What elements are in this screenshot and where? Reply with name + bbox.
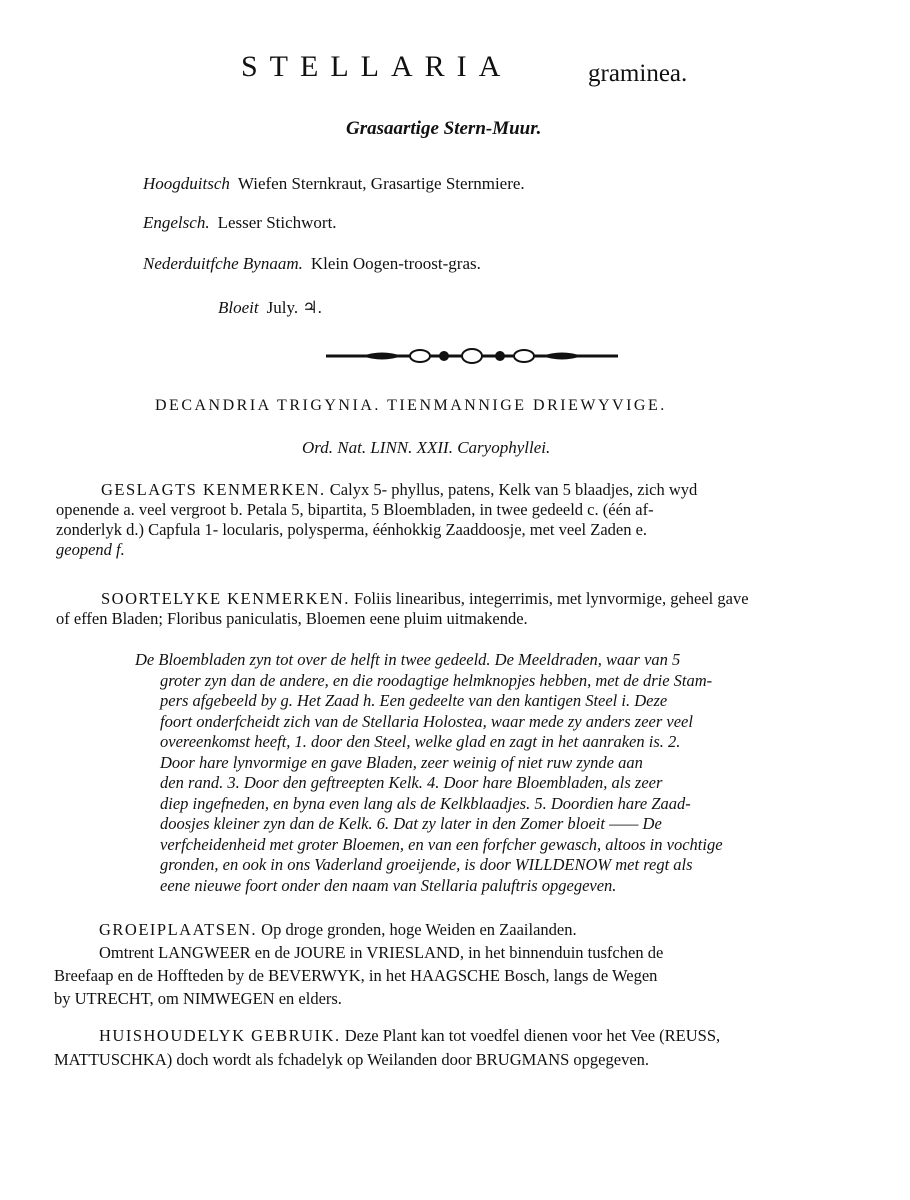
description-line: den rand. 3. Door den geftreepten Kelk. 4. Door hare Bloembladen, als zeer — [160, 773, 663, 792]
species-title: graminea. — [588, 60, 688, 87]
dutch-value: Klein Oogen-troost-gras. — [310, 254, 481, 273]
description-line: groter zyn dan de andere, en die roodagtige helmknopjes hebben, met de drie Stam- — [160, 670, 713, 690]
genus-characters-label: GESLAGTS KENMERKEN. — [101, 480, 326, 499]
dutch-name-line — [143, 254, 481, 274]
german-value: Wiefen Sternkraut, Grasartige Sternmiere. — [237, 174, 525, 193]
german-name-line — [143, 174, 525, 194]
habitat-line: by UTRECHT, om NIMWEGEN en elders. — [54, 989, 342, 1008]
household-use-line: MATTUSCHKA) doch wordt als fchadelyk op Weilanden door BRUGMANS opgegeven. — [54, 1050, 650, 1069]
habitat-line: Op droge gronden, hoge Weiden en Zaailanden. — [261, 920, 577, 939]
description-line: gronden, en ook in ons Vaderland groeijende, is door WILLDENOW met regt als — [160, 855, 693, 874]
dutch-label: Nederduitfche Bynaam. — [143, 254, 303, 273]
habitat-line: Omtrent LANGWEER en de JOURE in VRIESLAND, in het binnenduin tusfchen de — [99, 943, 664, 962]
genus-characters-line: Calyx 5- phyllus, patens, Kelk van 5 blaadjes, zich wyd — [329, 480, 698, 499]
natural-order: Ord. Nat. LINN. XXII. Caryophyllei. — [302, 438, 551, 457]
description-line: diep ingefneden, en byna even lang als de Kelkblaadjes. 5. Doordien hare Zaad- — [160, 793, 691, 813]
description-line: De Bloembladen zyn tot over de helft in twee gedeeld. De Meeldraden, waar van 5 — [135, 650, 681, 669]
description-line: pers afgebeeld by g. Het Zaad h. Een gedeelte van den kantigen Steel i. Deze — [160, 691, 668, 710]
genus-characters-line: geopend f. — [56, 540, 125, 559]
habitat-label: GROEIPLAATSEN. — [99, 920, 258, 939]
genus-characters-line: openende a. veel vergroot b. Petala 5, bipartita, 5 Bloembladen, in twee gedeeld c. (één af- — [56, 500, 654, 519]
description-line: verfcheidenheid met groter Bloemen, en van een forfcher gewasch, altoos in vochtige — [160, 834, 723, 854]
german-label: Hoogduitsch — [143, 174, 230, 193]
description-line: doosjes kleiner zyn dan de Kelk. 6. Dat zy later in den Zomer bloeit —— De — [160, 814, 662, 833]
ornamental-divider — [322, 344, 622, 373]
household-use-label: HUISHOUDELYK GEBRUIK. — [99, 1026, 341, 1045]
species-characters-line: Foliis linearibus, integerrimis, met lynvormige, geheel gave — [353, 589, 749, 608]
description-line: Door hare lynvormige en gave Bladen, zeer weinig of niet ruw zynde aan — [160, 752, 643, 772]
common-name: Grasaartige Stern-Muur. — [346, 118, 542, 139]
description-line: eene nieuwe foort onder den naam van Stellaria paluftris opgegeven. — [160, 875, 617, 895]
description-line: overeenkomst heeft, 1. door den Steel, welke glad en zagt in het aanraken is. 2. — [160, 732, 681, 751]
flowering-label: Bloeit — [218, 298, 259, 317]
flowering-line — [218, 298, 322, 318]
habitat-line: Breefaap en de Hoffteden by de BEVERWYK, in het HAAGSCHE Bosch, langs de Wegen — [54, 966, 658, 985]
household-use-line: Deze Plant kan tot voedfel dienen voor het Vee (REUSS, — [344, 1026, 721, 1045]
english-name-line — [143, 213, 337, 233]
flowering-value: July. ♃. — [266, 298, 322, 317]
species-characters-label: SOORTELYKE KENMERKEN. — [101, 589, 350, 608]
english-label: Engelsch. — [143, 213, 210, 232]
linnaean-class: DECANDRIA TRIGYNIA. TIENMANNIGE DRIEWYVIGE. — [155, 397, 667, 414]
description-line: foort onderfcheidt zich van de Stellaria Holostea, waar mede zy anders zeer veel — [160, 711, 693, 731]
genus-characters-line: zonderlyk d.) Capfula 1- locularis, polysperma, éénhokkig Zaaddoosje, met veel Zaden e. — [56, 520, 648, 539]
species-characters-line: of effen Bladen; Floribus paniculatis, Bloemen eene pluim uitmakende. — [56, 609, 528, 628]
english-value: Lesser Stichwort. — [217, 213, 337, 232]
genus-title: STELLARIA — [241, 50, 513, 83]
